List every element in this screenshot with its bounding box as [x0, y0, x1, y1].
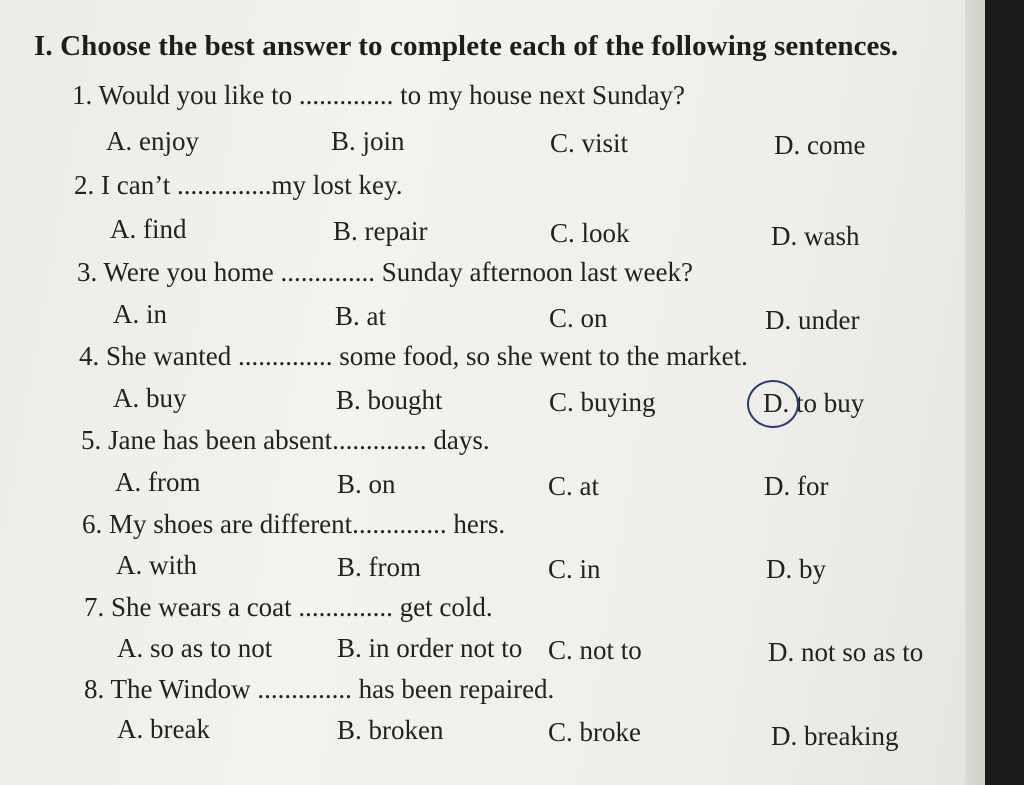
q2-option-d: D. wash	[771, 221, 860, 251]
q8-option-d: D. breaking	[771, 721, 899, 751]
section-heading: I. Choose the best answer to complete each of the following sentences.	[34, 30, 899, 62]
q5-option-b: B. on	[337, 469, 396, 499]
q6-option-b: B. from	[337, 552, 421, 582]
question-7: 7. She wears a coat .............. get cold.	[84, 592, 493, 622]
q4-option-b: B. bought	[336, 385, 443, 415]
q6-option-c: C. in	[548, 554, 601, 584]
page-edge	[965, 0, 985, 785]
question-8: 8. The Window .............. has been repaired.	[84, 674, 555, 704]
q8-option-a: A. break	[117, 714, 210, 744]
q3-option-a: A. in	[113, 299, 167, 329]
question-4: 4. She wanted .............. some food, so she went to the market.	[79, 341, 748, 371]
q5-option-d: D. for	[764, 471, 829, 501]
q8-option-b: B. broken	[337, 715, 444, 745]
q1-option-c: C. visit	[550, 128, 629, 158]
q7-option-d: D. not so as to	[768, 637, 924, 667]
q8-option-c: C. broke	[548, 717, 641, 747]
q6-option-d: D. by	[766, 554, 826, 584]
q3-option-c: C. on	[549, 303, 608, 333]
q1-option-b: B. join	[331, 126, 405, 156]
q3-option-b: B. at	[335, 301, 386, 331]
q1-option-a: A. enjoy	[106, 126, 199, 156]
q1-option-d: D. come	[774, 130, 866, 160]
q4-option-d: D. to buy	[763, 388, 865, 418]
question-2: 2. I can’t ..............my lost key.	[74, 170, 403, 200]
q2-option-a: A. find	[110, 214, 187, 244]
q3-option-d: D. under	[765, 305, 860, 335]
q2-option-b: B. repair	[333, 216, 428, 246]
q7-option-c: C. not to	[548, 635, 642, 665]
q7-option-b: B. in order not to	[337, 633, 523, 663]
question-5: 5. Jane has been absent.............. days.	[81, 425, 490, 455]
q2-option-c: C. look	[550, 218, 630, 248]
q7-option-a: A. so as to not	[117, 633, 273, 663]
q4-option-c: C. buying	[549, 387, 656, 417]
q5-option-a: A. from	[115, 467, 201, 497]
question-3: 3. Were you home .............. Sunday afternoon last week?	[77, 257, 693, 287]
q5-option-c: C. at	[548, 471, 599, 501]
question-6: 6. My shoes are different.............. hers.	[82, 509, 506, 539]
q4-option-a: A. buy	[113, 383, 187, 413]
q6-option-a: A. with	[116, 550, 197, 580]
answer-circle-mark	[747, 380, 799, 428]
question-1: 1. Would you like to .............. to my house next Sunday?	[72, 80, 686, 110]
